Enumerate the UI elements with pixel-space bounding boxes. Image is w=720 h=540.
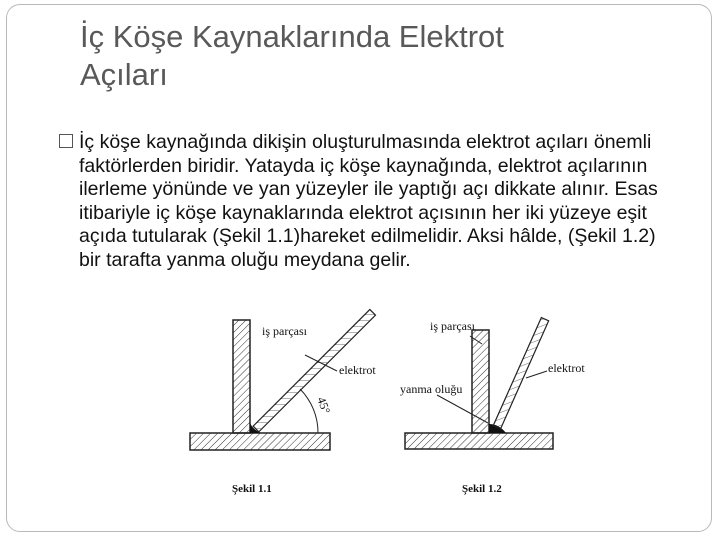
fig2-caption: Şekil 1.2 — [462, 483, 502, 495]
fig1-workpiece-label: iş parçası — [262, 324, 307, 338]
fig1-electrode-label: elektrot — [339, 363, 376, 377]
figure-1-1 — [190, 309, 376, 495]
fig2-workpiece-label: iş parçası — [430, 319, 475, 333]
fig1-caption: Şekil 1.1 — [232, 483, 272, 495]
fig2-vertical-plate — [472, 330, 489, 433]
body-paragraph: İç köşe kaynağında dikişin oluşturulmasında elektrot açıları önemli faktörlerden biridir. Yatayda iç köşe kaynağında, elektrot açılarının ilerleme yönünde ve yan yüzeyler ile yaptığı açı dikkate alınır. Esas itibariyle iç köşe kaynaklarında elektrot açısının her iki yüzeye eşit açıda tutularak (Şekil 1.1)hareket edilmelidir. Aksi hâlde, (Şekil 1.2) bir tarafta yanma oluğu meydana gelir. — [79, 131, 658, 271]
fig2-base-plate — [405, 433, 553, 449]
fig2-electrode-leader — [526, 371, 547, 378]
fig1-base-plate — [190, 433, 330, 450]
title-line-2: Açıları — [80, 57, 168, 92]
title-line-1: İç Köşe Kaynaklarında Elektrot — [80, 19, 504, 54]
figure-1-2 — [400, 318, 585, 495]
fig2-undercut-label: yanma oluğu — [400, 382, 463, 396]
fig1-vertical-plate — [233, 320, 250, 433]
fig1-angle-arc — [300, 389, 318, 433]
fig1-angle-label: 45° — [314, 395, 334, 416]
fig2-electrode-label: elektrot — [548, 361, 585, 375]
